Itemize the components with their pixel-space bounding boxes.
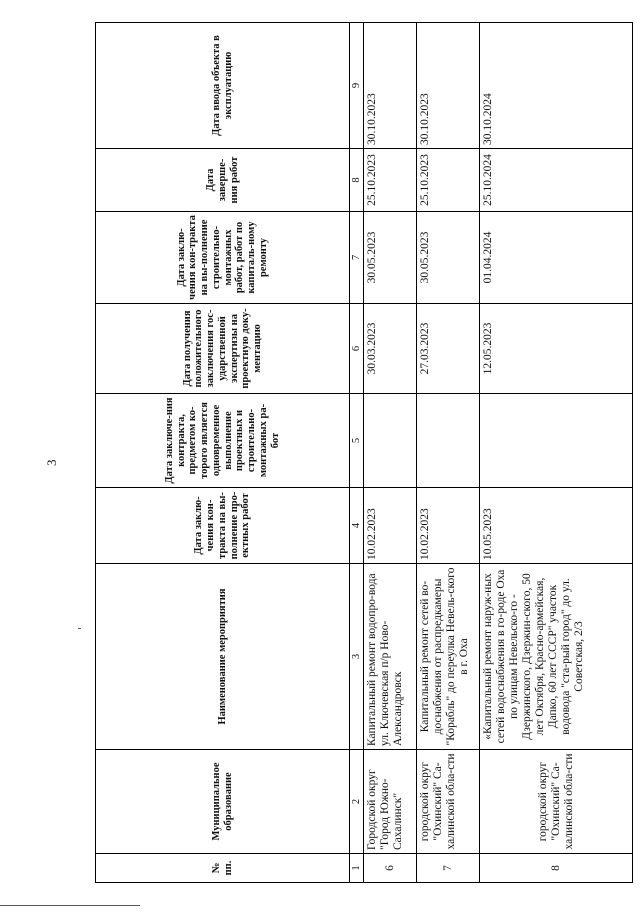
date-cell: 25.10.2023 <box>364 149 417 212</box>
date-cell: 10.05.2023 <box>480 488 633 564</box>
header-cell: Дата заверше-ния работ <box>96 149 350 212</box>
header-cell: Дата заключе-ния контракта, предметом ко-торого является одновременное выполнение проектных и строительно-монтажных ра-бот <box>96 394 350 488</box>
event-cell: Капитальный ремонт сетей во-доснабжения от распредкамеры "Корабль" до переулка Невель-ского в г. Оха <box>417 564 480 750</box>
event-cell: Капитальный ремонт водопро-вода ул. Ключевская п/р Ново-Александровск <box>364 564 417 750</box>
municipality-cell: городской округ "Охинский" Са-халинской обла-сти <box>417 750 480 854</box>
row-number: 7 <box>417 854 480 883</box>
column-number: 9 <box>350 23 364 149</box>
column-number: 6 <box>350 304 364 394</box>
page-number: 3 <box>44 459 59 466</box>
column-number: 5 <box>350 394 364 488</box>
event-cell: «Капитальный ремонт наруж-ных сетей водоснабжения в го-роде Оха по улицам Невельско-го - Дзержинского, Дзержин-ского, 50 лет Октября, Красно-армейская, Дапко, 60 лет СССР" участок водовода "ста-рый город" до ул. Советская, 2/3 <box>480 564 633 750</box>
date-cell: 30.05.2023 <box>364 212 417 304</box>
row-number: 6 <box>364 854 417 883</box>
date-cell: 01.04.2024 <box>480 212 633 304</box>
date-cell: 25.10.2023 <box>417 149 480 212</box>
table-row <box>364 23 417 883</box>
column-number: 4 <box>350 488 364 564</box>
header-cell: Муниципальное образование <box>96 750 350 854</box>
column-number: 1 <box>350 854 364 883</box>
header-cell: Дата заклю-чения кон-тракта на вы-полнение строительно-монтажных работ, работ по капиталь-ному ремонту <box>96 212 350 304</box>
date-cell: 30.03.2023 <box>364 304 417 394</box>
header-cell: № пп. <box>96 854 350 883</box>
date-cell: 30.05.2023 <box>417 212 480 304</box>
date-cell: 30.10.2023 <box>364 23 417 149</box>
table-row <box>480 23 633 883</box>
date-cell: 30.10.2023 <box>417 23 480 149</box>
schedule-table <box>95 22 633 883</box>
header-cell: Дата ввода объекта в эксплуатацию <box>96 23 350 149</box>
row-number: 8 <box>480 854 633 883</box>
scan-edge-line <box>0 905 140 906</box>
date-cell: 25.10.2024 <box>480 149 633 212</box>
date-cell: 10.02.2023 <box>417 488 480 564</box>
municipality-cell: Городской округ "Город Южно-Сахалинск" <box>364 750 417 854</box>
header-row <box>96 23 350 883</box>
header-cell: Дата получения положительного заключения гос-ударственной экспертизы на проектную доку-ментацию <box>96 304 350 394</box>
rotated-table-container <box>95 23 633 883</box>
date-cell: 27.03.2023 <box>417 304 480 394</box>
column-number: 2 <box>350 750 364 854</box>
header-cell: Дата заклю-чения кон-тракта на вы-полнение про-ектных работ <box>96 488 350 564</box>
column-number-row <box>350 23 364 883</box>
date-cell <box>480 394 633 488</box>
date-cell: 12.05.2023 <box>480 304 633 394</box>
date-cell: 10.02.2023 <box>364 488 417 564</box>
column-number: 3 <box>350 564 364 750</box>
table-row <box>417 23 480 883</box>
date-cell: 30.10.2024 <box>480 23 633 149</box>
column-number: 8 <box>350 149 364 212</box>
header-cell: Наименование мероприятия <box>96 564 350 750</box>
date-cell <box>364 394 417 488</box>
column-number: 7 <box>350 212 364 304</box>
date-cell <box>417 394 480 488</box>
scan-speck <box>78 628 81 629</box>
municipality-cell: городской округ "Охинский" Са-халинской обла-сти <box>480 750 633 854</box>
